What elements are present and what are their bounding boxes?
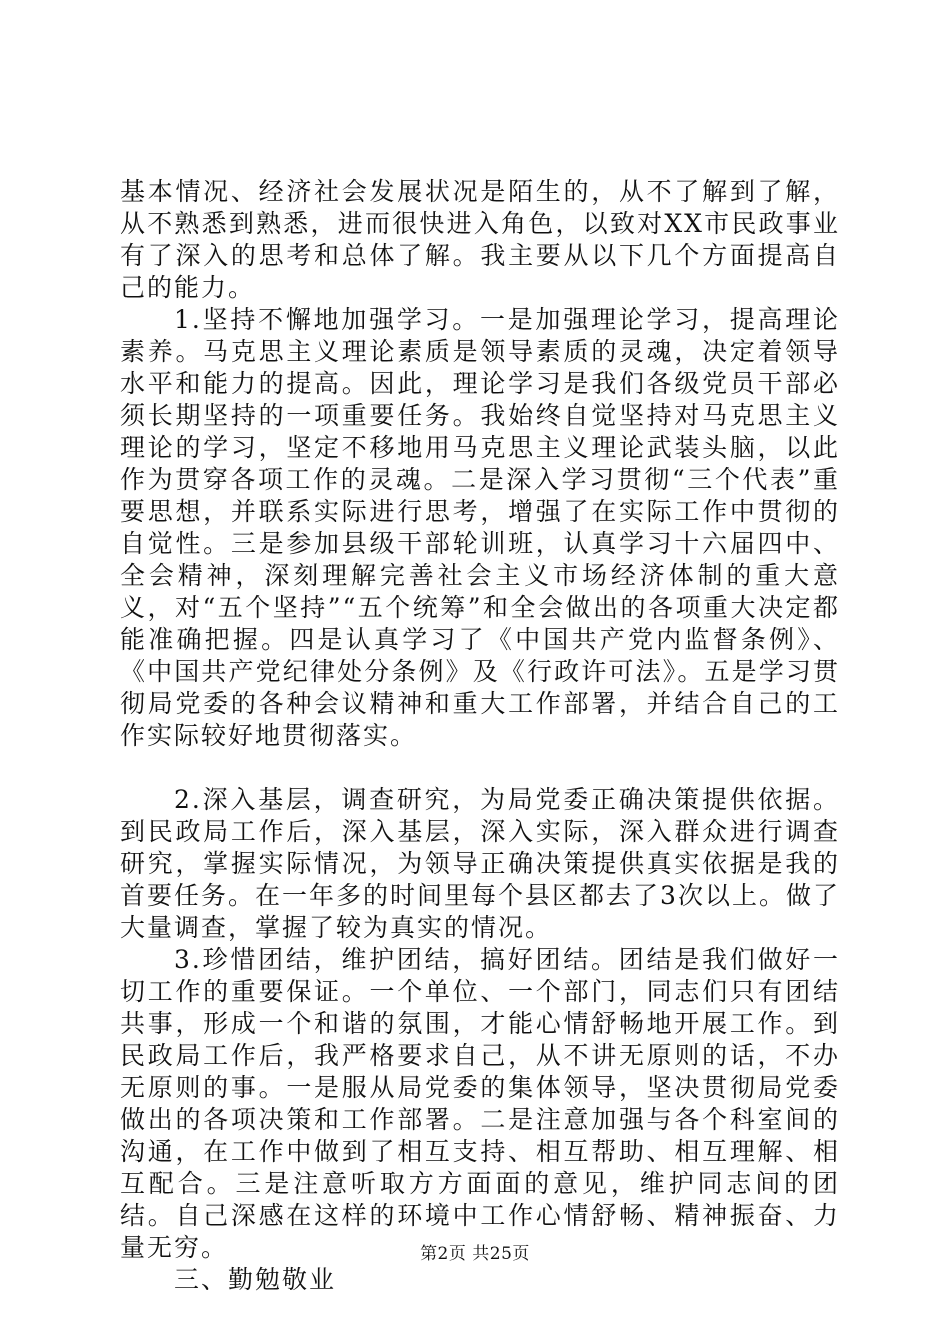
paragraph-intro: 基本情况、经济社会发展状况是陌生的，从不了解到了解，从不熟悉到熟悉，进而很快进入角色，以致对XX市民政事业有了深入的思考和总体了解。我主要从以下几个方面提高自己的能力。 — [120, 177, 840, 302]
page-number-footer: 第2页 共25页 — [420, 1244, 530, 1264]
paragraph-grassroots: 2.深入基层，调查研究，为局党委正确决策提供依据。到民政局工作后，深入基层，深入实际，深入群众进行调查研究，掌握实际情况，为领导正确决策提供真实依据是我的首要任务。在一年多的时间里每个县区都去了3次以上。做了大量调查，掌握了较为真实的情况。 — [120, 785, 840, 942]
paragraph-unity: 3.珍惜团结，维护团结，搞好团结。团结是我们做好一切工作的重要保证。一个单位、一个部门，同志们只有团结共事，形成一个和谐的氛围，才能心情舒畅地开展工作。到民政局工作后，我严格要求自己，从不讲无原则的话，不办无原则的事。一是服从局党委的集体领导，坚决贯彻局党委做出的各项决策和工作部署。二是注意加强与各个科室间的沟通，在工作中做到了相互支持、相互帮助、相互理解、相互配合。三是注意听取方方面面的意见，维护同志间的团结。自己深感在这样的环境中工作心情舒畅、精神振奋、力量无穷。 — [120, 945, 840, 1262]
document-body — [120, 176, 840, 1296]
paragraph-study: 1.坚持不懈地加强学习。一是加强理论学习，提高理论素养。马克思主义理论素质是领导素质的灵魂，决定着领导水平和能力的提高。因此，理论学习是我们各级党员干部必须长期坚持的一项重要任务。我始终自觉坚持对马克思主义理论的学习，坚定不移地用马克思主义理论武装头脑，以此作为贯穿各项工作的灵魂。二是深入学习贯彻“三个代表”重要思想，并联系实际进行思考，增强了在实际工作中贯彻的自觉性。三是参加县级干部轮训班，认真学习十六届四中、全会精神，深刻理解完善社会主义市场经济体制的重大意义，对“五个坚持”“五个统筹”和全会做出的各项重大决定都能准确把握。四是认真学习了《中国共产党内监督条例》、《中国共产党纪律处分条例》及《行政许可法》。五是学习贯彻局党委的各种会议精神和重大工作部署，并结合自己的工作实际较好地贯彻落实。 — [120, 305, 840, 750]
section-heading-diligence: 三、勤勉敬业 — [174, 1265, 337, 1294]
